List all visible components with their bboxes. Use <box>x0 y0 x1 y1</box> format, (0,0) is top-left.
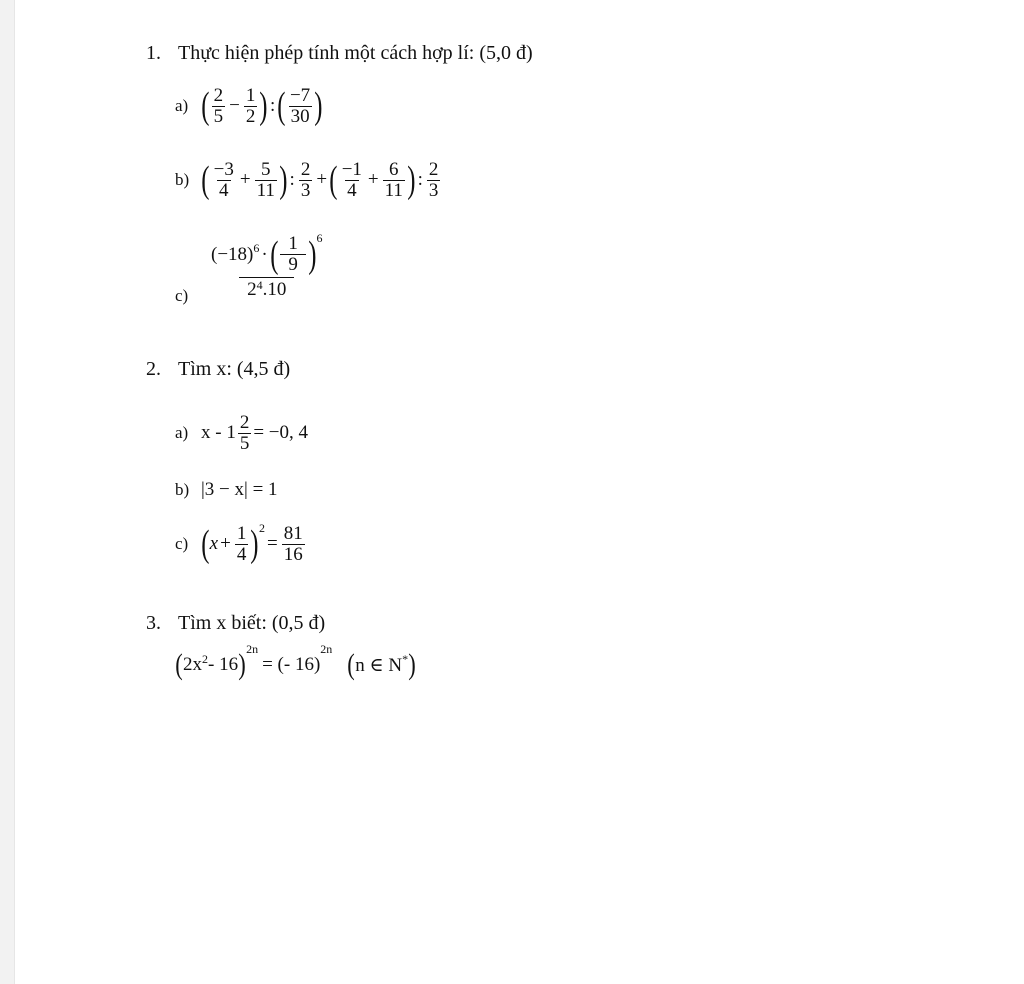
big-fraction: (−18) $^6$ · ( $\frac{1}{9}$ ) $^6$ $2^4.10$ <box>211 231 323 300</box>
question-3-heading <box>146 612 325 635</box>
part-label: a) <box>175 423 189 443</box>
math-expression: ( 2x $^2$ - 16 ) $^{2n}$ = (- 16) $^{2n}$ ( n ∈ N * ) <box>175 641 416 681</box>
document-page <box>14 0 1024 984</box>
fraction: $\frac{2}{5}$ <box>239 412 250 454</box>
q1-part-b <box>175 160 442 201</box>
part-label: a) <box>175 96 189 116</box>
part-label: b) <box>175 170 190 190</box>
math-expression: x - 1 $\frac{2}{5}$ = −0, 4 <box>201 412 309 454</box>
math-expression: |3 − x| = 1 <box>201 479 278 500</box>
fraction: $\frac{2}{5}$ <box>213 85 224 127</box>
part-label: c) <box>175 286 189 305</box>
q2-part-a <box>175 413 308 454</box>
q1-part-c <box>175 228 333 306</box>
math-expression: ( $\frac{-3}{4}$ + $\frac{5}{11}$ ) : $\frac{2}{3}$ + ( $\frac{-1}{4}$ + $\frac{6}{11}$ ) : $\frac{2}{3}$ <box>201 159 439 202</box>
fraction: $\frac{-7}{30}$ <box>289 85 311 127</box>
part-label: b) <box>175 480 190 499</box>
q3-equation <box>175 641 416 681</box>
question-1-heading <box>146 42 533 65</box>
fraction: $\frac{2}{3}$ <box>300 159 311 201</box>
question-number: 1. <box>146 42 161 64</box>
fraction: $\frac{1}{2}$ <box>245 85 256 127</box>
question-title: Tìm x: (4,5 đ) <box>178 358 291 380</box>
fraction: $\frac{-1}{4}$ <box>341 159 362 201</box>
q2-part-c <box>175 520 307 566</box>
fraction: $\frac{1}{9}$ <box>280 234 306 275</box>
math-expression: ( x + $\frac{1}{4}$ ) $^2$ = $\frac{81}{16}$ <box>201 520 303 566</box>
q1-part-a <box>175 86 323 127</box>
fraction: $\frac{5}{11}$ <box>256 159 275 201</box>
question-title: Tìm x biết: (0,5 đ) <box>178 612 326 634</box>
math-expression: ( $\frac{2}{5}$ − $\frac{1}{2}$ ) : ( $\frac{-7}{30}$ ) <box>201 85 323 128</box>
q2-part-b <box>175 479 278 501</box>
fraction: $\frac{-3}{4}$ <box>213 159 234 201</box>
part-label: c) <box>175 534 189 554</box>
fraction: $\frac{81}{16}$ <box>283 523 303 565</box>
question-number: 2. <box>146 358 161 380</box>
fraction: $\frac{6}{11}$ <box>384 159 403 201</box>
question-title: Thực hiện phép tính một cách hợp lí: (5,0 đ) <box>178 42 533 64</box>
fraction: $\frac{2}{3}$ <box>428 159 439 201</box>
question-number: 3. <box>146 612 161 634</box>
fraction: $\frac{1}{4}$ <box>236 523 247 565</box>
question-2-heading <box>146 358 290 381</box>
